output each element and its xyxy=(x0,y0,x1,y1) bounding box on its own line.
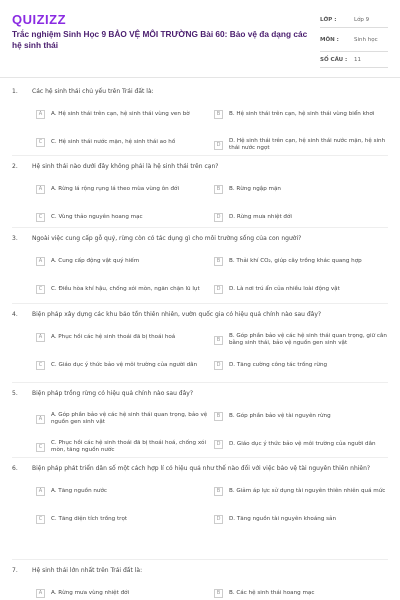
question-label: Các hệ sinh thái chủ yếu trên Trái đất là: xyxy=(32,88,154,95)
option-text: B. Giảm áp lực sử dụng tài nguyên thiên nhiên quá mức xyxy=(229,488,386,494)
option-text: C. Vùng thảo nguyên hoang mạc xyxy=(51,214,143,220)
answer-option-a[interactable] xyxy=(36,257,139,266)
answer-option-b[interactable] xyxy=(214,589,314,598)
answer-option-c[interactable] xyxy=(36,361,197,370)
answer-option-a[interactable] xyxy=(36,412,211,426)
question-label: Biện pháp xây dựng các khu bảo tồn thiên nhiên, vườn quốc gia có hiệu quả chính nào sau đây? xyxy=(32,311,322,318)
option-letter-box: B xyxy=(214,412,223,421)
answer-option-a[interactable] xyxy=(36,333,175,342)
answer-option-b[interactable] xyxy=(214,110,374,119)
meta-subject-row xyxy=(320,28,388,52)
answer-option-b[interactable] xyxy=(214,185,281,194)
option-letter-box: B xyxy=(214,110,223,119)
question-number: 7. xyxy=(12,567,18,574)
option-text: D. Rừng mưa nhiệt đới xyxy=(229,214,292,220)
question-text xyxy=(12,163,218,170)
question-number: 4. xyxy=(12,311,18,318)
option-letter-box: C xyxy=(36,515,45,524)
option-text: A. Hệ sinh thái trên cạn, hệ sinh thái vùng ven bờ xyxy=(51,111,190,117)
answer-option-a[interactable] xyxy=(36,185,179,194)
answer-option-a[interactable] xyxy=(36,487,107,496)
option-text: A. Cung cấp động vật quý hiếm xyxy=(51,258,140,264)
option-letter-box: D xyxy=(214,285,223,294)
answer-option-b[interactable] xyxy=(214,487,385,496)
question-number: 3. xyxy=(12,235,18,242)
question-label: Ngoài việc cung cấp gỗ quý, rừng còn có tác dụng gì cho môi trường sống của con người? xyxy=(32,235,302,242)
header xyxy=(0,0,400,78)
option-letter-box: B xyxy=(214,336,223,345)
option-letter-box: A xyxy=(36,257,45,266)
question-text xyxy=(12,390,193,397)
option-letter-box: B xyxy=(214,257,223,266)
answer-option-b[interactable] xyxy=(214,412,331,421)
option-letter-box: D xyxy=(214,141,223,150)
question-text xyxy=(12,235,301,242)
option-text: A. Góp phần bảo vệ các hệ sinh thái quan trọng, bảo vệ nguồn gen sinh vật xyxy=(51,412,208,425)
option-text: D. Tăng cường công tác trồng rừng xyxy=(229,362,328,368)
meta-label: MÔN : xyxy=(320,36,339,43)
meta-label: SỐ CÂU : xyxy=(320,56,348,63)
option-text: C. Tăng diện tích trồng trọt xyxy=(51,516,128,522)
option-letter-box: A xyxy=(36,185,45,194)
option-letter-box: B xyxy=(214,185,223,194)
question-number: 5. xyxy=(12,390,18,397)
answer-option-d[interactable] xyxy=(214,361,327,370)
answer-option-c[interactable] xyxy=(36,440,211,454)
option-letter-box: A xyxy=(36,415,45,424)
meta-value: 11 xyxy=(354,56,361,63)
question-text xyxy=(12,567,142,574)
option-text: D. Tăng nguồn tài nguyên khoáng sản xyxy=(229,516,337,522)
answer-option-d[interactable] xyxy=(214,285,340,294)
option-letter-box: D xyxy=(214,213,223,222)
option-letter-box: B xyxy=(214,589,223,598)
option-text: D. Là nơi trú ẩn của nhiều loài động vật xyxy=(229,286,340,292)
question-divider xyxy=(12,382,388,383)
quizizz-logo: QUIZIZZ xyxy=(12,12,67,27)
option-letter-box: C xyxy=(36,138,45,147)
option-text: D. Giáo dục ý thức bảo vệ môi trường của người dân xyxy=(229,441,376,447)
option-text: C. Phục hồi các hệ sinh thoái đã bị thoái hoá, chống xói mòn, tăng nguồn nước xyxy=(51,440,207,453)
question-divider xyxy=(12,227,388,228)
answer-option-d[interactable] xyxy=(214,213,292,222)
answer-option-a[interactable] xyxy=(36,589,129,598)
meta-value: Lớp 9 xyxy=(354,16,370,23)
question-text xyxy=(12,88,154,95)
meta-class-row xyxy=(320,12,388,28)
option-letter-box: C xyxy=(36,285,45,294)
option-text: D. Hệ sinh thái trên cạn, hệ sinh thái nước mặn, hệ sinh thái nước ngọt xyxy=(229,138,386,151)
option-text: B. Hệ sinh thái trên cạn, hệ sinh thái vùng biển khơi xyxy=(229,111,375,117)
answer-option-b[interactable] xyxy=(214,333,389,347)
question-text xyxy=(12,311,321,318)
option-letter-box: A xyxy=(36,487,45,496)
question-number: 6. xyxy=(12,465,18,472)
meta-count-row xyxy=(320,52,388,68)
option-letter-box: D xyxy=(214,515,223,524)
answer-option-d[interactable] xyxy=(214,440,376,449)
option-letter-box: A xyxy=(36,110,45,119)
question-text xyxy=(12,465,370,472)
option-letter-box: D xyxy=(214,440,223,449)
meta-label: LỚP : xyxy=(320,16,337,23)
question-divider xyxy=(12,559,388,560)
question-label: Hệ sinh thái lớn nhất trên Trái đất là: xyxy=(32,567,143,574)
option-text: C. Điều hòa khí hậu, chống xói mòn, ngăn chặn lũ lụt xyxy=(51,286,200,292)
option-text: B. Rừng ngập mặn xyxy=(229,186,281,192)
question-label: Biện pháp phát triển dân số một cách hợp lí có hiệu quả như thế nào đối với việc bảo vệ tài nguyên thiên nhiên? xyxy=(32,465,371,472)
option-text: C. Hệ sinh thái nước mặn, hệ sinh thái ao hồ xyxy=(51,139,176,145)
option-text: A. Tăng nguồn nước xyxy=(51,488,107,494)
option-text: B. Thải khí CO₂, giúp cây trồng khác quang hợp xyxy=(229,258,362,264)
option-letter-box: C xyxy=(36,213,45,222)
meta-value: Sinh học xyxy=(354,36,378,43)
question-number: 1. xyxy=(12,88,18,95)
answer-option-c[interactable] xyxy=(36,285,200,294)
question-label: Biện pháp trồng rừng có hiệu quả chính nào sau đây? xyxy=(32,390,194,397)
option-letter-box: C xyxy=(36,443,45,452)
option-letter-box: A xyxy=(36,333,45,342)
page-title: Trắc nghiệm Sinh Học 9 BẢO VỆ MÔI TRƯỜNG Bài 60: Bảo vệ đa dạng các hệ sinh thái xyxy=(12,29,308,50)
option-text: A. Rừng lá rộng rụng lá theo mùa vùng ôn đới xyxy=(51,186,180,192)
option-text: B. Các hệ sinh thái hoang mạc xyxy=(229,590,315,596)
question-number: 2. xyxy=(12,163,18,170)
answer-option-c[interactable] xyxy=(36,213,143,222)
question-label: Hệ sinh thái nào dưới đây không phải là hệ sinh thái trên cạn? xyxy=(32,163,219,170)
answer-option-d[interactable] xyxy=(214,138,389,152)
answer-option-c[interactable] xyxy=(36,138,175,147)
option-letter-box: A xyxy=(36,589,45,598)
option-text: C. Giáo dục ý thức bảo vệ môi trường của người dân xyxy=(51,362,198,368)
option-text: B. Góp phần bảo vệ tài nguyên rừng xyxy=(229,413,331,419)
option-letter-box: B xyxy=(214,487,223,496)
answer-option-c[interactable] xyxy=(36,515,127,524)
meta-panel xyxy=(320,12,388,68)
answer-option-d[interactable] xyxy=(214,515,336,524)
option-text: A. Phục hồi các hệ sinh thoái đã bị thoái hoá xyxy=(51,334,176,340)
option-text: B. Góp phần bảo vệ các hệ sinh thái quan trọng, giữ cân bằng sinh thái, bảo vệ nguồn gen sinh vật xyxy=(229,333,387,346)
answer-option-b[interactable] xyxy=(214,257,362,266)
option-text: A. Rừng mưa vùng nhiệt đới xyxy=(51,590,130,596)
question-divider xyxy=(12,155,388,156)
question-divider xyxy=(12,457,388,458)
option-letter-box: C xyxy=(36,361,45,370)
question-divider xyxy=(12,303,388,304)
option-letter-box: D xyxy=(214,361,223,370)
answer-option-a[interactable] xyxy=(36,110,190,119)
